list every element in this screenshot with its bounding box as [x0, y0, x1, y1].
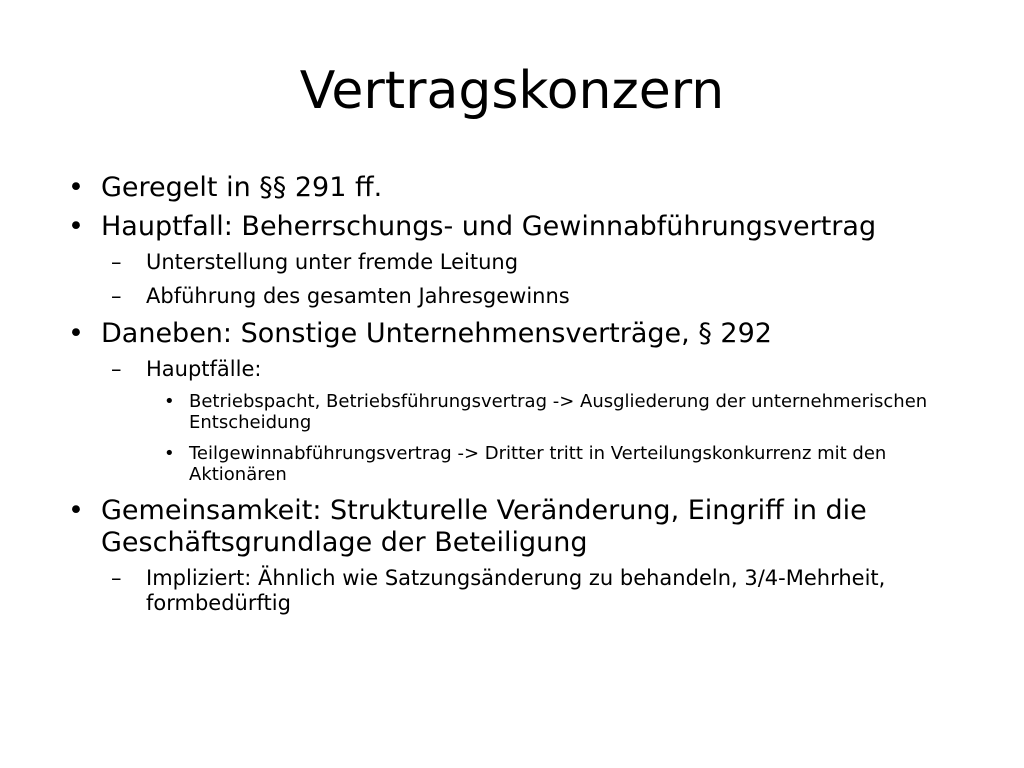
bullet-text: Unterstellung unter fremde Leitung [146, 250, 519, 274]
bullet-marker: • [68, 495, 84, 526]
sub-bullet-item [68, 284, 958, 309]
sub-bullet-item [68, 566, 958, 616]
dash-marker: – [111, 566, 122, 590]
bullet-list [68, 172, 958, 625]
slide-title: Vertragskonzern [299, 61, 725, 121]
sub-bullet-item [68, 357, 958, 382]
bullet-item [68, 211, 958, 243]
bullet-text: Teilgewinnabführungsvertrag -> Dritter tritt in Verteilungskonkurrenz mit den Aktionären [189, 443, 887, 485]
bullet-item [68, 318, 958, 350]
sub-sub-bullet-item [68, 391, 958, 433]
sub-sub-bullet-item [68, 443, 958, 485]
sub-bullet-item [68, 250, 958, 275]
bullet-marker: • [164, 391, 175, 412]
bullet-text: Impliziert: Ähnlich wie Satzungsänderung zu behandeln, 3/4-Mehrheit, formbedürftig [146, 566, 886, 615]
dash-marker: – [111, 250, 122, 274]
bullet-text: Geregelt in §§ 291 ff. [101, 172, 383, 203]
bullet-text: Abführung des gesamten Jahresgewinns [146, 284, 570, 308]
bullet-item [68, 172, 958, 204]
bullet-text: Daneben: Sonstige Unternehmensverträge, § 292 [101, 318, 772, 349]
bullet-marker: • [164, 443, 175, 464]
bullet-text: Betriebspacht, Betriebsführungsvertrag -> Ausgliederung der unternehmerischen Entscheidung [189, 391, 928, 433]
bullet-text: Gemeinsamkeit: Strukturelle Veränderung, Eingriff in die Geschäftsgrundlage der Beteiligung [101, 495, 867, 558]
bullet-marker: • [68, 318, 84, 349]
bullet-text: Hauptfälle: [146, 357, 262, 381]
dash-marker: – [111, 357, 122, 381]
bullet-marker: • [68, 211, 84, 242]
bullet-marker: • [68, 172, 84, 203]
dash-marker: – [111, 284, 122, 308]
bullet-item [68, 495, 958, 559]
bullet-text: Hauptfall: Beherrschungs- und Gewinnabführungsvertrag [101, 211, 877, 242]
